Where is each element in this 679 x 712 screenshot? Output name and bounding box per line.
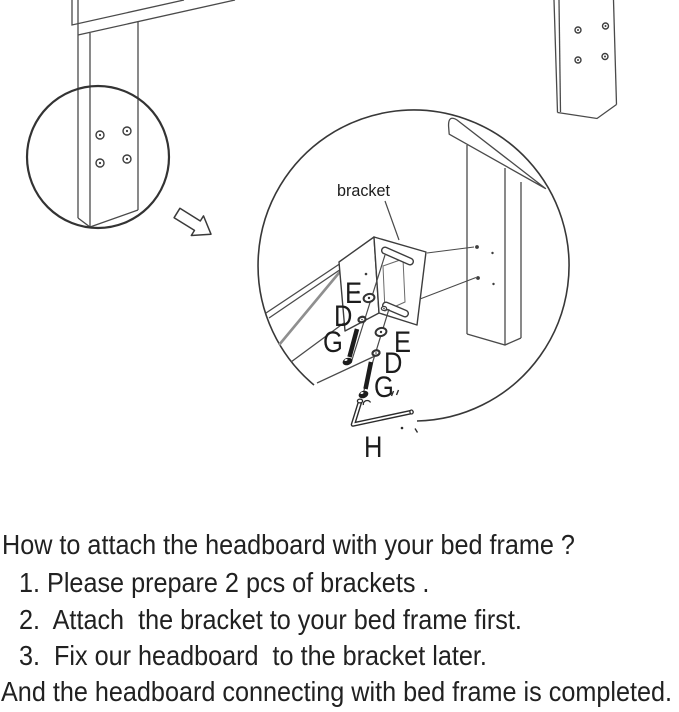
label-E2: E — [394, 325, 412, 359]
label-G1: G — [323, 325, 343, 359]
magnifier-small-circle — [27, 86, 169, 228]
instructions-footer: And the headboard connecting with bed frame is completed. — [1, 676, 673, 707]
label-D2: D — [384, 346, 403, 380]
instruction-step-3: 3. Fix our headboard to the bracket later. — [19, 640, 487, 671]
headboard-leg-drawing — [27, 0, 235, 228]
post-holes — [475, 245, 495, 285]
instruction-step-2: 2. Attach the bracket to your bed frame first. — [19, 604, 522, 635]
leg-screw-holes — [96, 127, 131, 167]
label-E1: E — [345, 276, 363, 310]
label-G2: G — [374, 370, 394, 404]
bracket-label-leader — [385, 201, 399, 240]
bolt-G1 — [350, 329, 358, 357]
top-right-post-drawing — [554, 0, 617, 119]
zoom-arrow-icon — [174, 208, 211, 235]
instructions-heading: How to attach the headboard with your bed frame ? — [2, 529, 575, 560]
bed-frame-post-drawing — [449, 118, 546, 345]
top-right-post-holes — [575, 23, 609, 63]
label-H: H — [364, 430, 383, 464]
bracket-label: bracket — [337, 180, 390, 201]
instruction-step-1: 1. Please prepare 2 pcs of brackets . — [19, 567, 430, 598]
label-D1: D — [334, 299, 353, 333]
bolt-G2 — [366, 362, 372, 389]
